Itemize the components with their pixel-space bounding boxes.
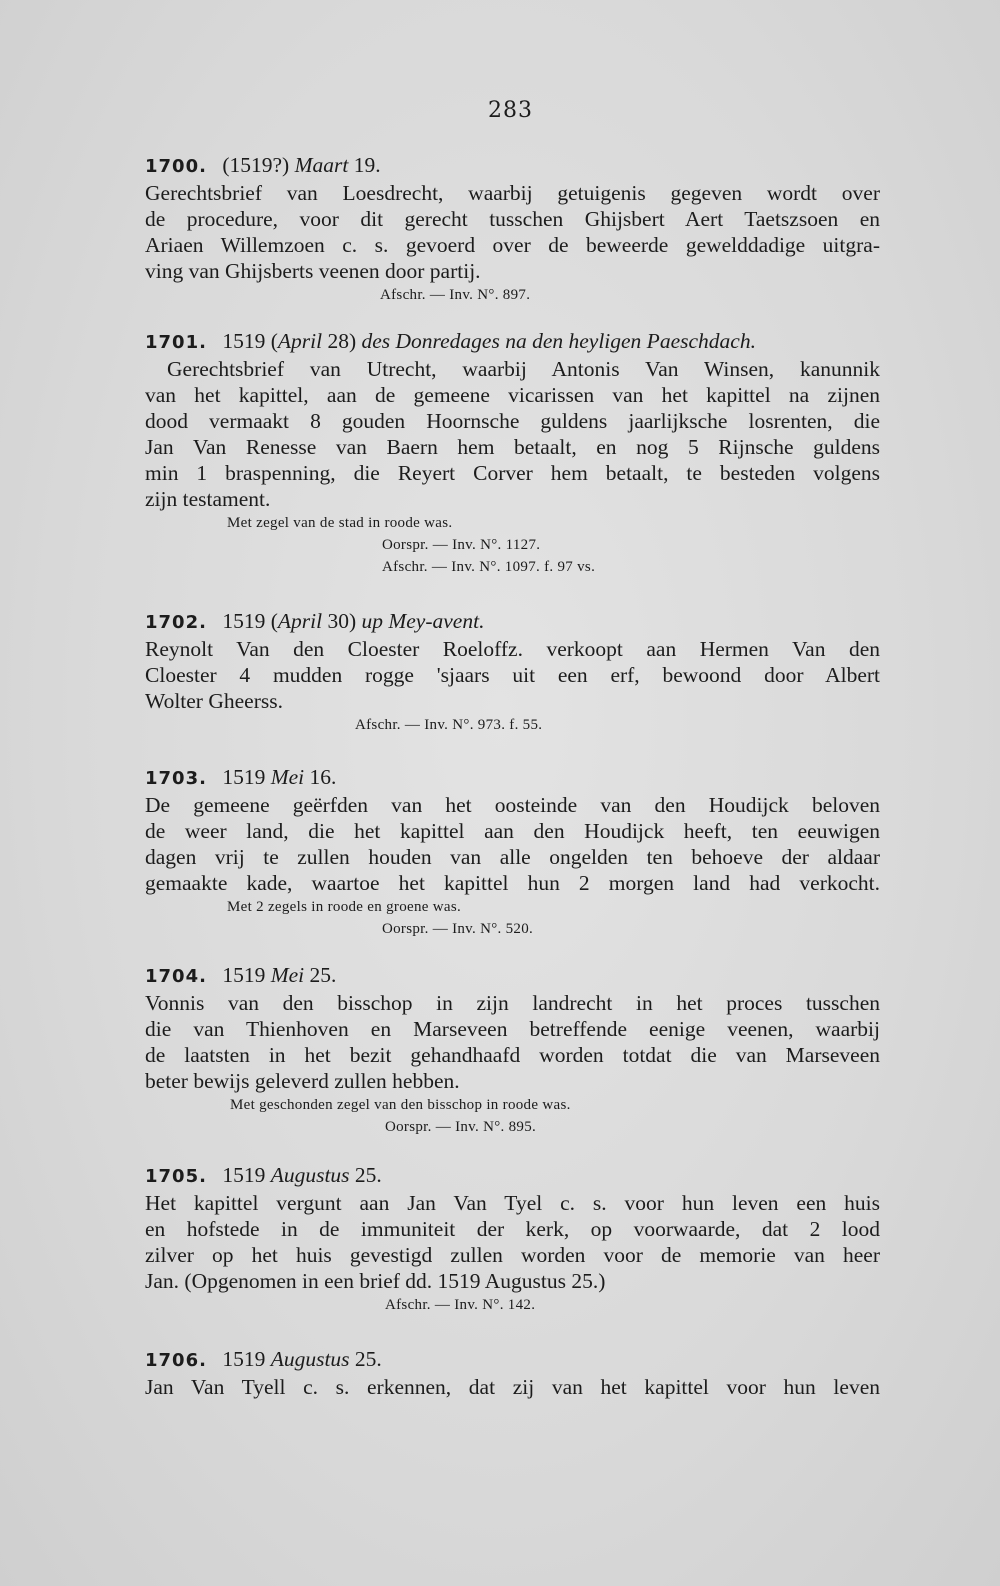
entry-date-day: 30): [327, 609, 357, 633]
page-number: 283: [488, 98, 533, 123]
entry-date-prefix: 1519: [222, 1347, 266, 1371]
entry-number: 1703.: [145, 768, 207, 789]
entry-header: [145, 1346, 880, 1374]
entry-date-month: April: [277, 329, 323, 353]
entry-date-prefix: 1519 (: [222, 609, 278, 633]
entry-note: Met 2 zegels in roode en groene was.: [227, 899, 462, 915]
entry-date-month: Augustus: [270, 1163, 350, 1187]
entry-line: Het kapittel vergunt aan Jan Van Tyel c. s. voor hun leven een huis: [145, 1191, 880, 1215]
entry-line: Jan Van Tyell c. s. erkennen, dat zij van het kapittel voor hun leven: [145, 1375, 880, 1399]
entry-date-prefix: 1519: [222, 765, 266, 789]
entry-line: de procedure, voor dit gerecht tusschen Ghijsbert Aert Taetszsoen en: [145, 207, 880, 231]
entry-date-day: 25.: [354, 1347, 382, 1371]
entry-note: Oorspr. — Inv. N°. 520.: [382, 921, 534, 937]
entry-number: 1701.: [145, 332, 207, 353]
entry-date-extra: up Mey-avent.: [361, 609, 485, 633]
entry-number: 1704.: [145, 966, 207, 987]
entry-line: De gemeene geërfden van het oosteinde van den Houdijck beloven: [145, 793, 880, 817]
entry-header: [145, 608, 880, 636]
entry-date-month: April: [277, 609, 323, 633]
entry-line: Jan. (Opgenomen in een brief dd. 1519 Augustus 25.): [145, 1269, 606, 1293]
entry-note: Met geschonden zegel van den bisschop in roode was.: [230, 1097, 571, 1113]
entry-header: [145, 328, 880, 356]
entry-line: ving van Ghijsberts veenen door partij.: [145, 259, 481, 283]
entry-line: Jan Van Renesse van Baern hem betaalt, en nog 5 Rijnsche guldens: [145, 435, 880, 459]
entry-header: [145, 962, 880, 990]
entry-line: die van Thienhoven en Marseveen betreffende eenige veenen, waarbij: [145, 1017, 880, 1041]
entry-line: Gerechtsbrief van Utrecht, waarbij Antonis Van Winsen, kanunnik: [167, 357, 880, 381]
entry-date-extra: des Donredages na den heyligen Paeschdach.: [361, 329, 756, 353]
entry-1702: [145, 608, 880, 736]
entry-line: en hofstede in de immuniteit der kerk, op voorwaarde, dat 2 lood: [145, 1217, 880, 1241]
entry-number: 1706.: [145, 1350, 207, 1371]
entry-date-day: 25.: [354, 1163, 382, 1187]
entry-1704: [145, 962, 880, 1138]
entry-line: Gerechtsbrief van Loesdrecht, waarbij getuigenis gegeven wordt over: [145, 181, 880, 205]
entry-line: zilver op het huis gevestigd zullen worden voor de memorie van heer: [145, 1243, 880, 1267]
entry-line: Reynolt Van den Cloester Roeloffz. verkoopt aan Hermen Van den: [145, 637, 880, 661]
entry-number: 1700.: [145, 156, 207, 177]
entry-header: [145, 152, 880, 180]
entry-note: Oorspr. — Inv. N°. 895.: [385, 1119, 537, 1135]
entry-note: Afschr. — Inv. N°. 973. f. 55.: [355, 717, 543, 733]
entry-line: min 1 braspenning, die Reyert Corver hem betaalt, te besteden volgens: [145, 461, 880, 485]
entry-line: van het kapittel, aan de gemeene vicarissen van het kapittel na zijnen: [145, 383, 880, 407]
entry-date-month: Augustus: [270, 1347, 350, 1371]
entry-1701: [145, 328, 880, 578]
entry-1705: [145, 1162, 880, 1316]
entry-line: beter bewijs geleverd zullen hebben.: [145, 1069, 460, 1093]
entry-1703: [145, 764, 880, 940]
entry-date-month: Mei: [270, 963, 305, 987]
entry-line: gemaakte kade, waartoe het kapittel hun 2 morgen land had verkocht.: [145, 871, 880, 895]
entry-date-day: 25.: [309, 963, 337, 987]
entry-line: dood vermaakt 8 gouden Hoornsche guldens jaarlijksche losrenten, die: [145, 409, 880, 433]
entry-date-month: Mei: [270, 765, 305, 789]
entry-1700: [145, 152, 880, 306]
entry-date-day: 28): [327, 329, 357, 353]
entry-number: 1702.: [145, 612, 207, 633]
entry-date-day: 19.: [353, 153, 381, 177]
entry-date-prefix: (1519?): [222, 153, 290, 177]
entry-date-prefix: 1519: [222, 963, 266, 987]
entry-note: Afschr. — Inv. N°. 1097. f. 97 vs.: [382, 559, 596, 575]
entry-date-prefix: 1519 (: [222, 329, 278, 353]
entry-date-day: 16.: [309, 765, 337, 789]
entry-header: [145, 764, 880, 792]
entry-note: Afschr. — Inv. N°. 897.: [380, 287, 531, 303]
entry-line: de weer land, die het kapittel aan den Houdijck heeft, ten eeuwigen: [145, 819, 880, 843]
entry-line: Cloester 4 mudden rogge 'sjaars uit een erf, bewoond door Albert: [145, 663, 880, 687]
entry-note: Oorspr. — Inv. N°. 1127.: [382, 537, 541, 553]
entry-line: zijn testament.: [145, 487, 271, 511]
entry-note: Met zegel van de stad in roode was.: [227, 515, 453, 531]
entry-date-month: Maart: [294, 153, 349, 177]
entry-date-prefix: 1519: [222, 1163, 266, 1187]
entry-1706: [145, 1346, 880, 1400]
entry-header: [145, 1162, 880, 1190]
entry-line: de laatsten in het bezit gehandhaafd worden totdat die van Marseveen: [145, 1043, 880, 1067]
entry-line: Ariaen Willemzoen c. s. gevoerd over de beweerde gewelddadige uitgra-: [145, 233, 880, 257]
entry-line: Wolter Gheerss.: [145, 689, 283, 713]
entry-number: 1705.: [145, 1166, 207, 1187]
entry-line: dagen vrij te zullen houden van alle ongelden ten behoeve der aldaar: [145, 845, 880, 869]
entry-note: Afschr. — Inv. N°. 142.: [385, 1297, 536, 1313]
entry-line: Vonnis van den bisschop in zijn landrecht in het proces tusschen: [145, 991, 880, 1015]
